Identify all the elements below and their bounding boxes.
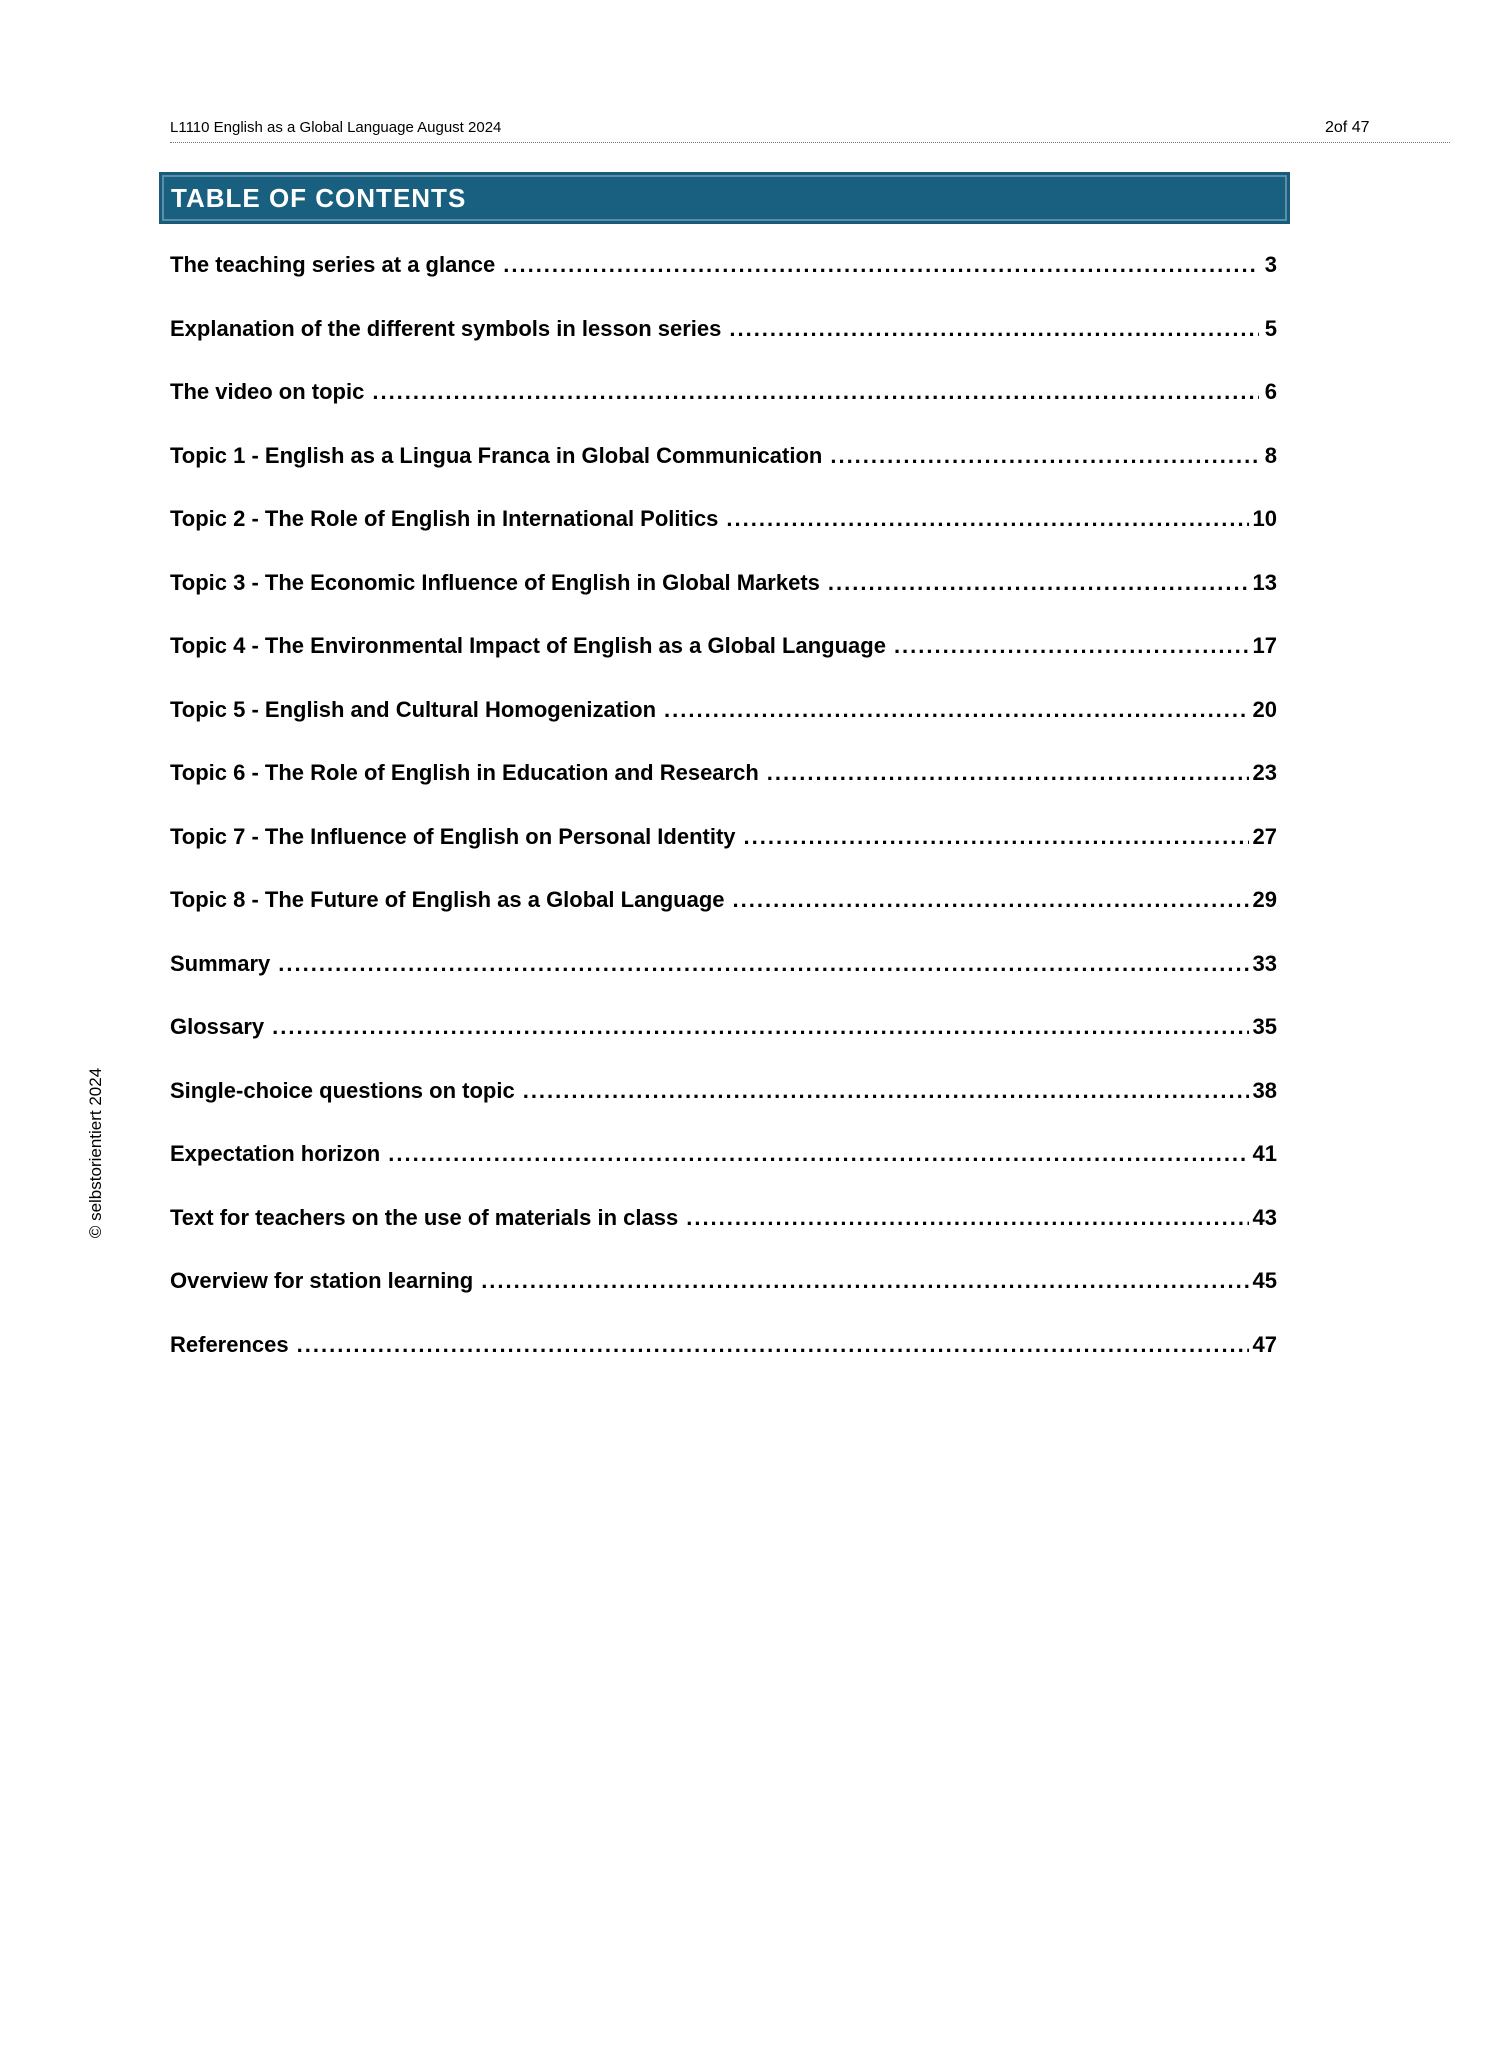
toc-dot-leader <box>503 250 1259 280</box>
page-number: 2of 47 <box>1325 119 1370 136</box>
toc-entry[interactable] <box>170 314 1277 378</box>
toc-dot-leader <box>830 441 1259 471</box>
toc-entry[interactable] <box>170 250 1277 314</box>
toc-dot-leader <box>828 568 1249 598</box>
toc-entry-page: 13 <box>1252 569 1277 595</box>
toc-entry[interactable] <box>170 758 1277 822</box>
toc-dot-leader <box>278 949 1248 979</box>
toc-entry-title: Topic 8 - The Future of English as a Global Language <box>170 887 725 912</box>
toc-entry-title: Topic 1 - English as a Lingua Franca in Global Communication <box>170 442 823 468</box>
toc-dot-leader <box>388 1139 1248 1169</box>
toc-entry-title: Topic 6 - The Role of English in Education and Research <box>170 760 759 785</box>
toc-entry-page: 17 <box>1252 633 1277 658</box>
toc-dot-leader <box>729 314 1259 344</box>
toc-entry-page: 20 <box>1252 696 1277 722</box>
toc-entry-page: 3 <box>1264 252 1277 277</box>
toc-entry[interactable] <box>170 504 1277 568</box>
toc-entry[interactable] <box>170 1012 1277 1076</box>
toc-heading-banner <box>159 172 1290 224</box>
side-copyright-note: © selbstorientiert 2024 <box>86 1067 105 1239</box>
toc-entry[interactable] <box>170 1330 1277 1394</box>
toc-dot-leader <box>481 1266 1248 1296</box>
toc-entry[interactable] <box>170 441 1277 505</box>
toc-entry[interactable] <box>170 631 1277 695</box>
toc-entry-title: Text for teachers on the use of materials in class <box>170 1204 679 1230</box>
toc-entry-title: Topic 5 - English and Cultural Homogenization <box>170 696 657 722</box>
toc-entry-title: Explanation of the different symbols in lesson series <box>170 315 722 341</box>
toc-entry-page: 38 <box>1252 1077 1277 1103</box>
toc-entry-title: Expectation horizon <box>170 1141 381 1166</box>
toc-entry[interactable] <box>170 1076 1277 1140</box>
toc-dot-leader <box>272 1012 1248 1042</box>
table-of-contents <box>170 250 1277 1393</box>
toc-entry[interactable] <box>170 885 1277 949</box>
toc-entry-page: 6 <box>1264 379 1277 404</box>
toc-entry-page: 47 <box>1252 1331 1277 1357</box>
toc-dot-leader <box>733 885 1249 915</box>
toc-entry-page: 8 <box>1264 442 1277 468</box>
toc-entry-page: 43 <box>1252 1204 1277 1230</box>
toc-entry-title: Summary <box>170 950 271 976</box>
toc-entry[interactable] <box>170 822 1277 886</box>
toc-entry-title: Topic 2 - The Role of English in International Politics <box>170 506 719 531</box>
toc-entry-title: The teaching series at a glance <box>170 252 496 277</box>
toc-entry[interactable] <box>170 695 1277 759</box>
toc-entry-title: Topic 7 - The Influence of English on Personal Identity <box>170 823 736 849</box>
toc-entry-title: Topic 4 - The Environmental Impact of English as a Global Language <box>170 633 886 658</box>
toc-entry-page: 27 <box>1252 823 1277 849</box>
toc-heading: TABLE OF CONTENTS <box>171 183 467 213</box>
toc-entry[interactable] <box>170 949 1277 1013</box>
toc-entry-page: 5 <box>1264 315 1277 341</box>
toc-entry[interactable] <box>170 1203 1277 1267</box>
toc-dot-leader <box>297 1330 1249 1360</box>
toc-entry-page: 41 <box>1252 1141 1277 1166</box>
toc-dot-leader <box>744 822 1249 852</box>
toc-entry-title: Topic 3 - The Economic Influence of English in Global Markets <box>170 569 820 595</box>
toc-entry-title: Single-choice questions on topic <box>170 1077 515 1103</box>
toc-entry-page: 45 <box>1252 1268 1277 1293</box>
toc-entry-title: Glossary <box>170 1014 265 1039</box>
toc-dot-leader <box>686 1203 1248 1233</box>
document-title: L1110 English as a Global Language August 2024 <box>170 119 502 136</box>
toc-entry-title: The video on topic <box>170 379 365 404</box>
toc-entry-page: 23 <box>1252 760 1277 785</box>
toc-entry[interactable] <box>170 1266 1277 1330</box>
toc-entry-page: 29 <box>1252 887 1277 912</box>
toc-entry-page: 10 <box>1252 506 1277 531</box>
toc-dot-leader <box>664 695 1248 725</box>
page-header <box>170 118 1450 143</box>
toc-entry-page: 35 <box>1252 1014 1277 1039</box>
toc-dot-leader <box>726 504 1248 534</box>
toc-entry-title: References <box>170 1331 289 1357</box>
toc-dot-leader <box>523 1076 1249 1106</box>
toc-entry[interactable] <box>170 377 1277 441</box>
toc-dot-leader <box>767 758 1249 788</box>
toc-dot-leader <box>372 377 1259 407</box>
toc-entry-page: 33 <box>1252 950 1277 976</box>
toc-entry-title: Overview for station learning <box>170 1268 474 1293</box>
toc-entry[interactable] <box>170 1139 1277 1203</box>
toc-entry[interactable] <box>170 568 1277 632</box>
toc-dot-leader <box>894 631 1249 661</box>
